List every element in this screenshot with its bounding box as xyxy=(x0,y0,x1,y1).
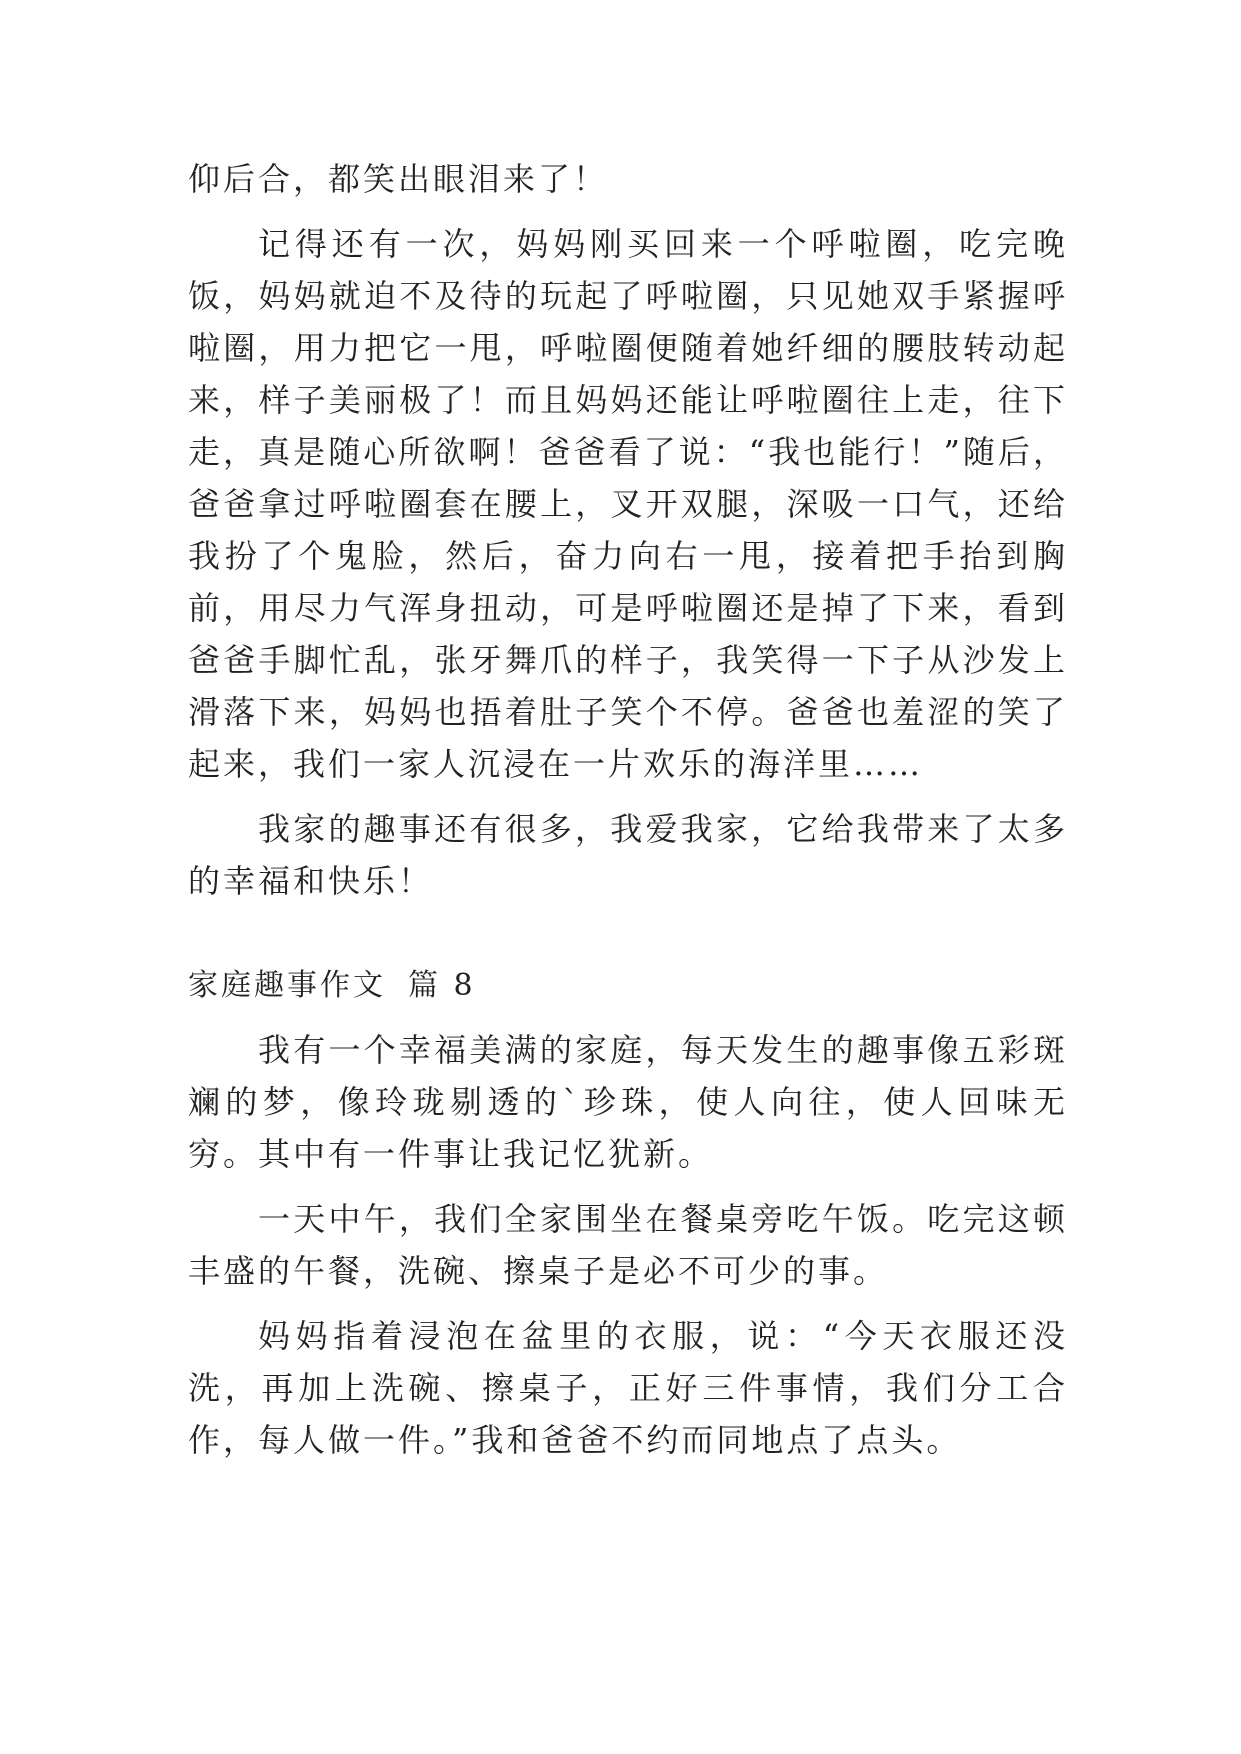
paragraph-conclusion: 我家的趣事还有很多，我爱我家，它给我带来了太多的幸福和快乐！ xyxy=(188,810,1068,900)
section-title: 家庭趣事作文 xyxy=(188,968,386,1003)
paragraph-continuation: 仰后合，都笑出眼泪来了！ xyxy=(188,160,609,198)
paragraph-chores: 妈妈指着浸泡在盆里的衣服，说：“今天衣服还没洗，再加上洗碗、擦桌子，正好三件事情，我们分工合作，每人做一件。”我和爸爸不约而同地点了点头。 xyxy=(188,1317,1068,1459)
section-number: 篇 8 xyxy=(408,968,476,1003)
section-heading xyxy=(188,960,1068,1012)
document-body xyxy=(188,153,1068,1479)
paragraph-hula-hoop: 记得还有一次，妈妈刚买回来一个呼啦圈，吃完晚饭，妈妈就迫不及待的玩起了呼啦圈，只见她双手紧握呼啦圈，用力把它一甩，呼啦圈便随着她纤细的腰肢转动起来，样子美丽极了！而且妈妈还能让呼啦圈往上走，往下走，真是随心所欲啊！爸爸看了说：“我也能行！”随后，爸爸拿过呼啦圈套在腰上，叉开双腿，深吸一口气，还给我扮了个鬼脸，然后，奋力向右一甩，接着把手抬到胸前，用尽力气浑身扭动，可是呼啦圈还是掉了下来，看到爸爸手脚忙乱，张牙舞爪的样子，我笑得一下子从沙发上滑落下来，妈妈也捂着肚子笑个不停。爸爸也羞涩的笑了起来，我们一家人沉浸在一片欢乐的海洋里…… xyxy=(188,225,1068,783)
paragraph-lunch: 一天中午，我们全家围坐在餐桌旁吃午饭。吃完这顿丰盛的午餐，洗碗、擦桌子是必不可少的事。 xyxy=(188,1200,1068,1290)
paragraph-intro: 我有一个幸福美满的家庭，每天发生的趣事像五彩斑斓的梦，像玲珑剔透的`珍珠，使人向往，使人回味无穷。其中有一件事让我记忆犹新。 xyxy=(188,1031,1068,1173)
